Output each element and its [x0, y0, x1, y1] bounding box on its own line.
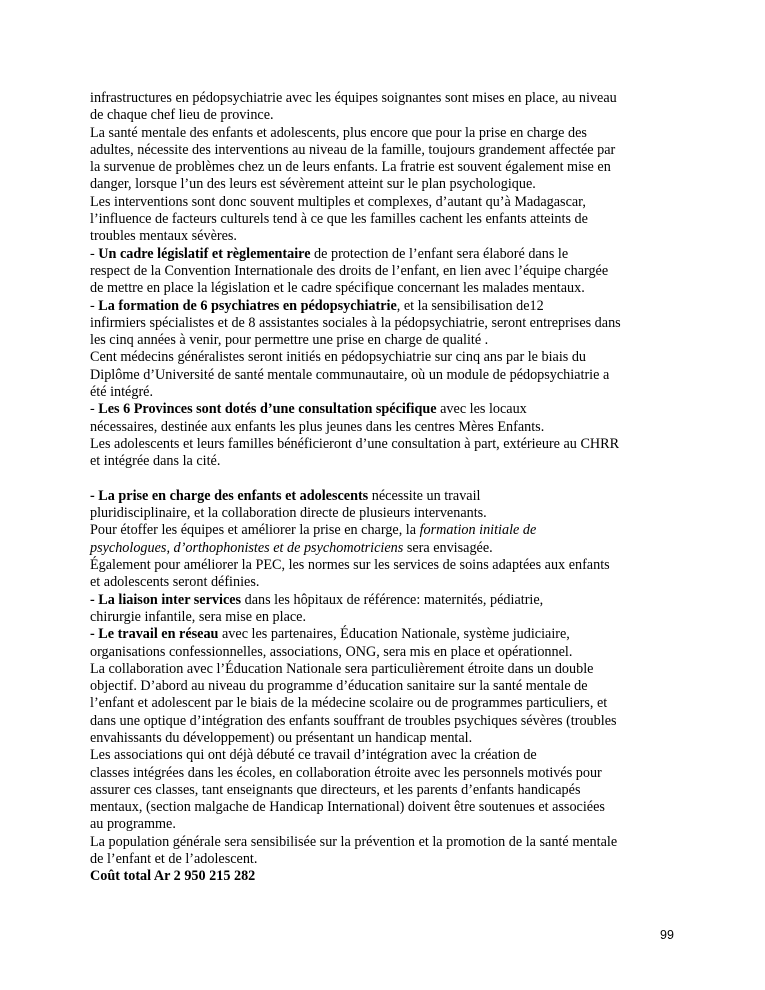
- text-line: [90, 228, 656, 245]
- text-run: -: [90, 297, 99, 314]
- text-line: [90, 644, 656, 661]
- text-run: -: [90, 245, 99, 262]
- bold-text: Les 6 Provinces sont dotés d’une consultation spécifique: [98, 401, 437, 418]
- text-line: [90, 816, 656, 833]
- text-line: [90, 505, 656, 522]
- text-run: respect de la Convention Internationale des droits de l’enfant, en lien avec l’équipe chargée: [90, 262, 609, 279]
- text-run: Les associations qui ont déjà débuté ce travail d’intégration avec la création de: [90, 747, 537, 764]
- text-line: [90, 332, 656, 349]
- text-run: danger, lorsque l’un des leurs est sévèrement atteint sur le plan psychologique.: [90, 176, 536, 193]
- text-run: Les adolescents et leurs familles bénéficieront d’une consultation à part, extérieure au CHRR: [90, 435, 620, 452]
- text-run: Diplôme d’Université de santé mentale communautaire, où un module de pédopsychiatrie a: [90, 366, 610, 383]
- text-line: [90, 263, 656, 280]
- text-line: [90, 367, 656, 384]
- text-run: infrastructures en pédopsychiatrie avec les équipes soignantes sont mises en place, au niveau: [90, 90, 617, 106]
- text-line: [90, 592, 656, 609]
- text-line: [90, 488, 656, 505]
- text-line: [90, 557, 656, 574]
- text-line: [90, 107, 656, 124]
- text-run: et intégrée dans la cité.: [90, 453, 221, 470]
- text-line: [90, 401, 656, 418]
- text-run: dans une optique d’intégration des enfants souffrant de troubles psychiques sévères (troubles: [90, 712, 617, 729]
- text-line: [90, 349, 656, 366]
- text-run: avec les locaux: [436, 401, 527, 418]
- text-run: été intégré.: [90, 384, 154, 401]
- bold-text: - La prise en charge des enfants et adolescents: [90, 487, 369, 504]
- bold-text: Coût total Ar 2 950 215 282: [90, 868, 256, 885]
- italic-text: formation initiale de: [419, 522, 537, 539]
- text-run: troubles mentaux sévères.: [90, 228, 237, 245]
- text-run: Pour étoffer les équipes et améliorer la prise en charge, la: [90, 522, 420, 539]
- text-line: [90, 315, 656, 332]
- text-run: les cinq années à venir, pour permettre une prise en charge de qualité .: [90, 332, 489, 349]
- document-body: [90, 90, 656, 886]
- text-run: de l’enfant et de l’adolescent.: [90, 851, 258, 868]
- text-line: [90, 782, 656, 799]
- text-run: l’influence de facteurs culturels tend à ce que les familles cachent les enfants atteints de: [90, 211, 588, 228]
- text-run: avec les partenaires, Éducation Nationale, système judiciaire,: [218, 626, 570, 643]
- text-line: [90, 661, 656, 678]
- text-line: [90, 384, 656, 401]
- text-run: -: [90, 401, 99, 418]
- text-run: de mettre en place la législation et le cadre spécifique concernant les malades mentaux.: [90, 280, 585, 297]
- bold-text: La formation de 6 psychiatres en pédopsychiatrie: [98, 297, 397, 314]
- text-run: classes intégrées dans les écoles, en collaboration étroite avec les personnels motivés pour: [90, 764, 602, 781]
- text-line: [90, 211, 656, 228]
- text-run: et adolescents seront définies.: [90, 574, 260, 591]
- page-number: 99: [660, 928, 674, 942]
- italic-text: psychologues, d’orthophonistes et de psychomotriciens: [90, 539, 404, 556]
- text-run: organisations confessionnelles, associations, ONG, sera mis en place et opérationnel.: [90, 643, 573, 660]
- text-line: [90, 142, 656, 159]
- text-run: Cent médecins généralistes seront initiés en pédopsychiatrie sur cinq ans par le biais du: [90, 349, 587, 366]
- text-run: infirmiers spécialistes et de 8 assistantes sociales à la pédopsychiatrie, seront entreprises dans: [90, 314, 621, 331]
- text-line: [90, 609, 656, 626]
- text-run: pluridisciplinaire, et la collaboration directe de plusieurs intervenants.: [90, 505, 487, 522]
- text-run: La population générale sera sensibilisée sur la prévention et la promotion de la santé mentale: [90, 833, 618, 850]
- text-line: [90, 695, 656, 712]
- text-line: [90, 626, 656, 643]
- text-line: [90, 799, 656, 816]
- text-run: assurer ces classes, tant enseignants que directeurs, et les parents d’enfants handicapés: [90, 781, 581, 798]
- text-line: [90, 90, 656, 107]
- text-line: [90, 765, 656, 782]
- text-run: Les interventions sont donc souvent multiples et complexes, d’autant qu’à Madagascar,: [90, 193, 586, 210]
- bold-text: Un cadre législatif et règlementaire: [98, 245, 311, 262]
- text-line: [90, 868, 656, 885]
- text-run: nécessite un travail: [368, 487, 481, 504]
- text-line: [90, 574, 656, 591]
- text-run: nécessaires, destinée aux enfants les plus jeunes dans les centres Mères Enfants.: [90, 418, 545, 435]
- text-run: sera envisagée.: [403, 539, 493, 556]
- text-line: [90, 176, 656, 193]
- text-line: [90, 522, 656, 539]
- text-run: objectif. D’abord au niveau du programme d’éducation sanitaire sur la santé mentale de: [90, 678, 588, 695]
- text-run: , et la sensibilisation de12: [396, 297, 544, 314]
- text-line: [90, 747, 656, 764]
- text-line: [90, 246, 656, 263]
- text-run: au programme.: [90, 816, 176, 833]
- bold-text: - La liaison inter services: [90, 591, 242, 608]
- text-line: [90, 436, 656, 453]
- text-run: chirurgie infantile, sera mise en place.: [90, 608, 307, 625]
- text-line: [90, 834, 656, 851]
- text-line: [90, 453, 656, 470]
- text-line: [90, 280, 656, 297]
- text-run: Également pour améliorer la PEC, les normes sur les services de soins adaptées aux enfants: [90, 557, 610, 574]
- bold-text: - Le travail en réseau: [90, 626, 219, 643]
- text-line: [90, 125, 656, 142]
- text-line: [90, 713, 656, 730]
- text-run: adultes, nécessite des interventions au niveau de la famille, toujours grandement affectée par: [90, 141, 616, 158]
- blank-line: [90, 471, 656, 488]
- text-line: [90, 540, 656, 557]
- text-run: l’enfant et adolescent par le biais de la médecine scolaire ou de programmes particuliers, et: [90, 695, 608, 712]
- text-run: La collaboration avec l’Éducation Nationale sera particulièrement étroite dans un double: [90, 660, 594, 677]
- text-line: [90, 851, 656, 868]
- text-run: envahissants du développement) ou présentant un handicap mental.: [90, 729, 473, 746]
- text-line: [90, 730, 656, 747]
- text-line: [90, 159, 656, 176]
- text-run: La santé mentale des enfants et adolescents, plus encore que pour la prise en charge des: [90, 124, 587, 141]
- text-run: mentaux, (section malgache de Handicap International) doivent être soutenues et associées: [90, 799, 605, 816]
- text-line: [90, 678, 656, 695]
- text-run: la survenue de problèmes chez un de leurs enfants. La fratrie est souvent également mise en: [90, 159, 611, 176]
- text-line: [90, 298, 656, 315]
- text-line: [90, 419, 656, 436]
- text-run: de protection de l’enfant sera élaboré dans le: [310, 245, 569, 262]
- text-run: de chaque chef lieu de province.: [90, 107, 274, 124]
- text-run: dans les hôpitaux de référence: maternités, pédiatrie,: [241, 591, 544, 608]
- text-line: [90, 194, 656, 211]
